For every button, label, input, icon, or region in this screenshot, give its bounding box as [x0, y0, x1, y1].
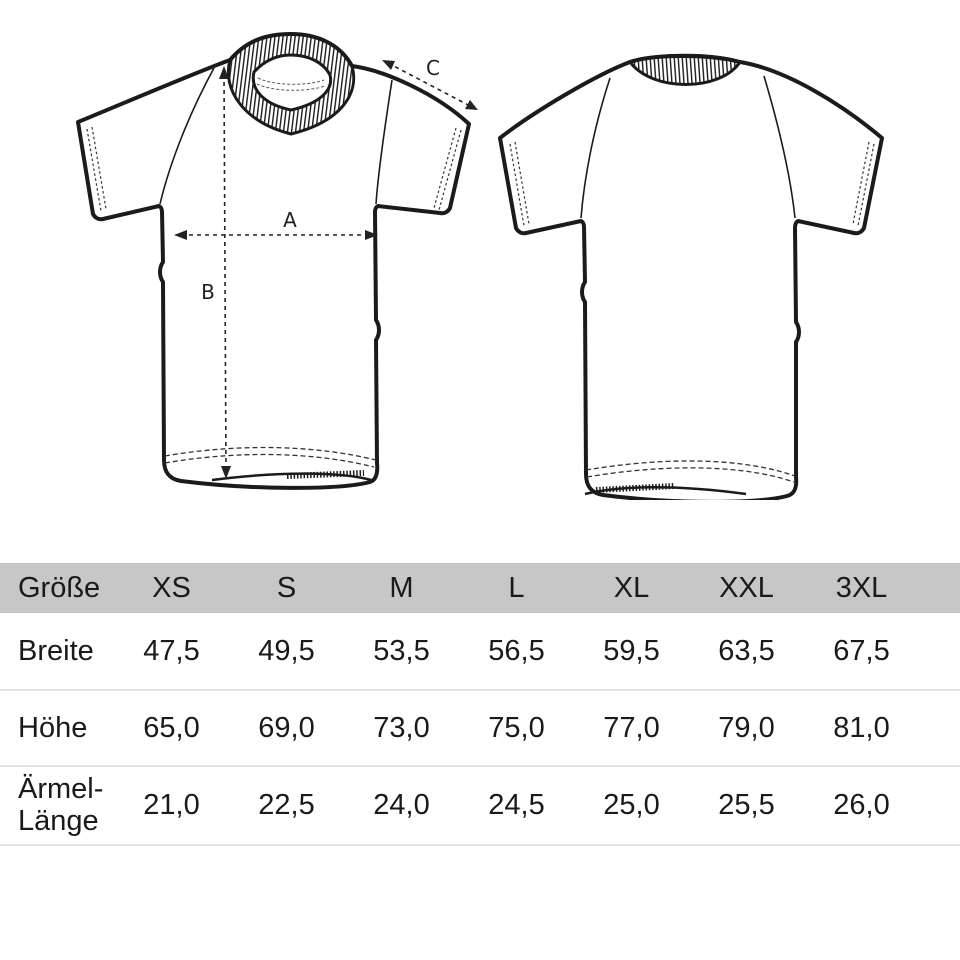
size-column-header-xs: XS [152, 571, 191, 604]
size-table-row-hoehe [0, 691, 960, 767]
tshirt-back-outline [500, 56, 882, 500]
size-table-row-aermellaenge [0, 767, 960, 846]
size-column-header-xl: XL [613, 571, 650, 604]
value-aermel-m: 24,0 [373, 789, 430, 821]
value-aermel-3xl: 26,0 [833, 789, 890, 821]
row-label-breite: Breite [18, 634, 94, 667]
measure-label-c: C [426, 56, 440, 80]
value-breite-xxl: 63,5 [718, 634, 775, 667]
value-breite-3xl: 67,5 [833, 634, 890, 667]
size-table [0, 563, 960, 846]
measure-label-b: B [201, 280, 215, 304]
value-aermel-xs: 21,0 [143, 789, 200, 821]
value-breite-m: 53,5 [373, 634, 430, 667]
size-column-header-m: M [389, 571, 414, 604]
row-label-hoehe: Höhe [18, 711, 88, 744]
value-hoehe-xs: 65,0 [143, 711, 200, 744]
tshirt-front-outline [78, 34, 469, 488]
arrowhead-upleft-icon [382, 60, 395, 70]
value-hoehe-xxl: 79,0 [718, 711, 775, 744]
value-hoehe-xl: 77,0 [603, 711, 660, 744]
size-column-header-l: L [508, 571, 525, 604]
value-breite-l: 56,5 [488, 634, 545, 667]
size-column-header-s: S [276, 571, 297, 604]
value-hoehe-l: 75,0 [488, 711, 545, 744]
value-hoehe-m: 73,0 [373, 711, 430, 744]
value-aermel-xxl: 25,5 [718, 789, 775, 821]
tshirt-back-diagram [488, 50, 898, 500]
size-column-header-3xl: 3XL [835, 571, 888, 604]
size-column-header-xxl: XXL [719, 571, 774, 604]
value-hoehe-s: 69,0 [258, 711, 315, 744]
size-table-header [0, 563, 960, 613]
value-hoehe-3xl: 81,0 [833, 711, 890, 744]
size-table-row-breite [0, 613, 960, 691]
row-label-aermel-line1: Ärmel- [18, 773, 104, 806]
measure-label-a: A [283, 208, 297, 232]
value-aermel-xl: 25,0 [603, 789, 660, 821]
tshirt-front-diagram [62, 22, 482, 500]
value-breite-s: 49,5 [258, 634, 315, 667]
value-aermel-s: 22,5 [258, 789, 315, 821]
value-breite-xl: 59,5 [603, 634, 660, 667]
value-aermel-l: 24,5 [488, 789, 545, 821]
value-breite-xs: 47,5 [143, 634, 200, 667]
row-label-aermellaenge [0, 774, 114, 837]
size-table-header-label: Größe [18, 571, 101, 604]
row-label-aermel-line2: Länge [18, 804, 99, 837]
